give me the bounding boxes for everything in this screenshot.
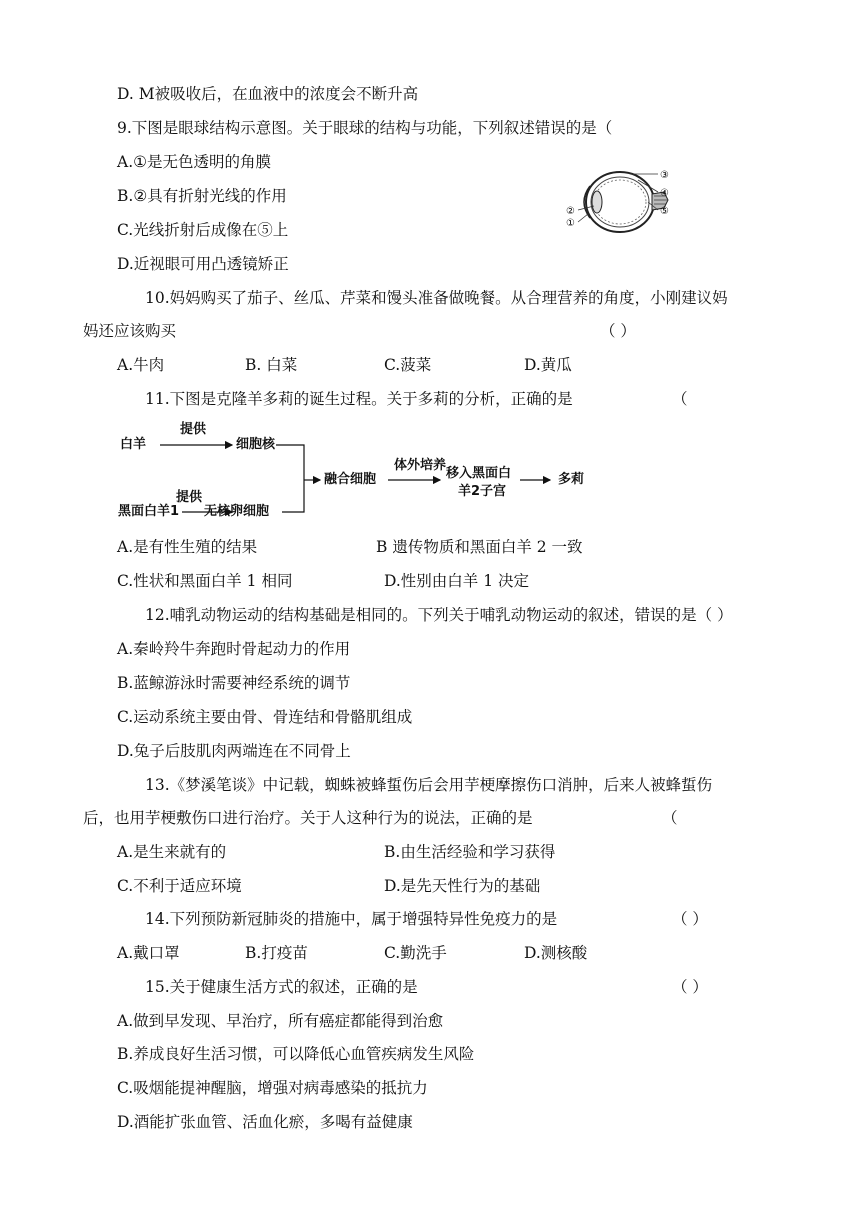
q13-option-d: D.是先天性行为的基础 xyxy=(384,877,541,895)
flow-transfer-line1: 移入黑面白 xyxy=(446,466,512,481)
q13-option-b: B.由生活经验和学习获得 xyxy=(384,843,556,861)
q11-answer-paren: （ xyxy=(672,390,688,408)
q12-option-d: D.兔子后肢肌肉两端连在不同骨上 xyxy=(117,742,351,760)
q15-stem: 15.关于健康生活方式的叙述，正确的是 xyxy=(145,978,418,996)
eyeball-diagram xyxy=(560,162,690,242)
flow-transfer-line2: 羊2子宫 xyxy=(458,484,507,499)
q9-option-a: A.①是无色透明的角膜 xyxy=(117,153,272,171)
eye-label-3: ③ xyxy=(660,170,669,181)
q13-option-c: C.不利于适应环境 xyxy=(117,877,242,895)
q14-answer-paren: （ ） xyxy=(672,910,708,928)
flow-black-faced-sheep-1: 黑面白羊1 xyxy=(118,504,180,519)
q12-option-a: A.秦岭羚牛奔跑时骨起动力的作用 xyxy=(117,640,351,658)
eye-label-2: ② xyxy=(566,206,575,217)
q15-option-b: B.养成良好生活习惯，可以降低心血管疾病发生风险 xyxy=(117,1045,475,1063)
flow-enucleated-egg: 无核卵细胞 xyxy=(204,504,270,519)
flow-white-sheep: 白羊 xyxy=(120,437,147,452)
flow-dolly: 多莉 xyxy=(558,472,585,487)
q11-option-d: D.性别由白羊 1 决定 xyxy=(384,572,530,590)
q11-option-b: B 遗传物质和黑面白羊 2 一致 xyxy=(376,538,583,556)
q15-option-c: C.吸烟能提神醒脑，增强对病毒感染的抵抗力 xyxy=(117,1079,428,1097)
q13-stem-line1: 13.《梦溪笔谈》中记载，蜘蛛被蜂蜇伤后会用芋梗摩擦伤口消肿，后来人被蜂蜇伤 xyxy=(145,776,713,794)
q13-stem-line2: 后，也用芋梗敷伤口进行治疗。关于人这种行为的说法，正确的是 xyxy=(83,809,533,827)
flow-provide-1: 提供 xyxy=(180,422,207,437)
q10-option-d: D.黄瓜 xyxy=(524,356,572,374)
q15-answer-paren: （ ） xyxy=(672,978,708,996)
q12-option-c: C.运动系统主要由骨、骨连结和骨骼肌组成 xyxy=(117,708,413,726)
eye-label-5: ⑤ xyxy=(660,206,669,217)
q10-option-a: A.牛肉 xyxy=(117,356,165,374)
dolly-cloning-flow-diagram xyxy=(118,418,598,524)
eye-label-1: ① xyxy=(566,218,575,229)
q14-option-c: C.勤洗手 xyxy=(384,944,447,962)
q10-stem-line1: 10.妈妈购买了茄子、丝瓜、芹菜和馒头准备做晚餐。从合理营养的角度，小刚建议妈 xyxy=(145,289,728,307)
q10-stem-line2: 妈还应该购买 xyxy=(83,322,177,340)
q10-option-c: C.菠菜 xyxy=(384,356,432,374)
q8-option-d: D. M被吸收后，在血液中的浓度会不断升高 xyxy=(117,85,419,103)
q9-option-b: B.②具有折射光线的作用 xyxy=(117,187,287,205)
q14-stem: 14.下列预防新冠肺炎的措施中，属于增强特异性免疫力的是 xyxy=(145,910,558,928)
q13-answer-paren: （ xyxy=(662,809,678,827)
q14-option-b: B.打疫苗 xyxy=(245,944,308,962)
q12-option-b: B.蓝鲸游泳时需要神经系统的调节 xyxy=(117,674,351,692)
flow-fused-cell: 融合细胞 xyxy=(324,472,377,487)
flow-nucleus: 细胞核 xyxy=(236,437,276,452)
q15-option-a: A.做到早发现、早治疗，所有癌症都能得到治愈 xyxy=(117,1012,444,1030)
flow-provide-2: 提供 xyxy=(176,490,203,505)
q14-option-d: D.测核酸 xyxy=(524,944,588,962)
flow-in-vitro-culture: 体外培养 xyxy=(394,458,447,473)
q15-option-d: D.酒能扩张血管、活血化瘀，多喝有益健康 xyxy=(117,1113,413,1131)
q11-option-a: A.是有性生殖的结果 xyxy=(117,538,258,556)
q10-option-b: B. 白菜 xyxy=(245,356,298,374)
q9-stem: 9.下图是眼球结构示意图。关于眼球的结构与功能，下列叙述错误的是（ xyxy=(117,119,613,137)
q13-option-a: A.是生来就有的 xyxy=(117,843,227,861)
eye-label-4: ④ xyxy=(660,188,669,199)
q12-stem: 12.哺乳动物运动的结构基础是相同的。下列关于哺乳动物运动的叙述，错误的是（ ） xyxy=(145,606,733,624)
q9-option-c: C.光线折射后成像在⑤上 xyxy=(117,221,289,239)
q9-option-d: D.近视眼可用凸透镜矫正 xyxy=(117,255,289,273)
q14-option-a: A.戴口罩 xyxy=(117,944,180,962)
q11-option-c: C.性状和黑面白羊 1 相同 xyxy=(117,572,293,590)
q11-stem: 11.下图是克隆羊多莉的诞生过程。关于多莉的分析，正确的是 xyxy=(145,390,573,408)
q10-answer-paren: （ ） xyxy=(600,322,636,340)
